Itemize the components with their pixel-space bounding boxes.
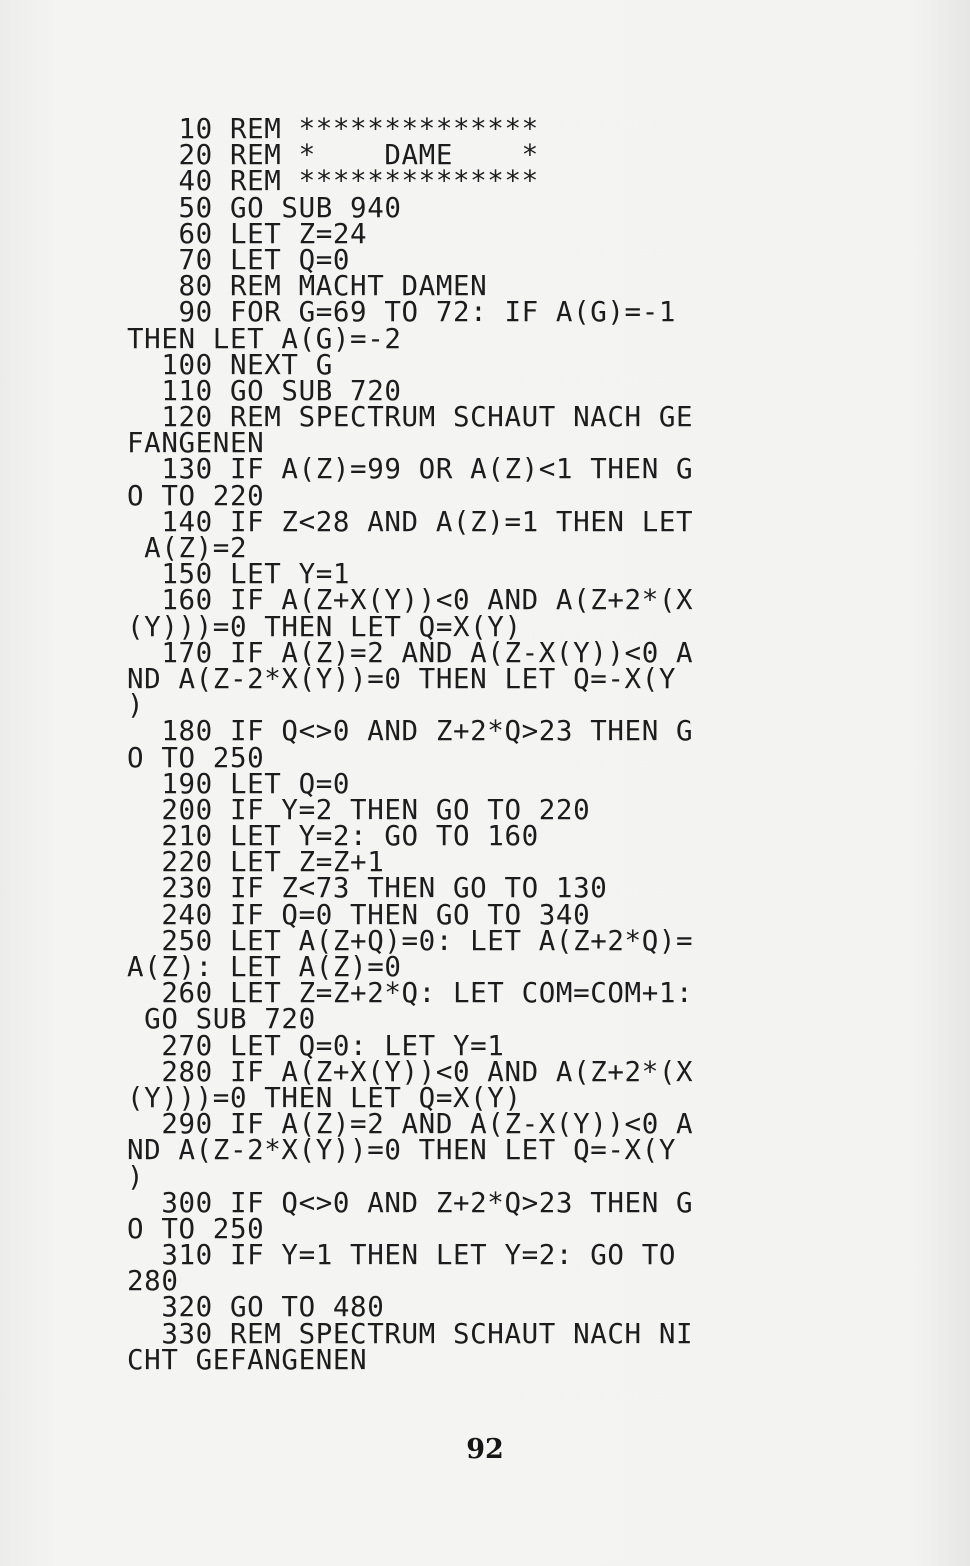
code-line: CHT GEFANGENEN [127, 1343, 368, 1376]
code-line: THEN LET A(G)=-2 [127, 322, 402, 355]
code-line: 110 GO SUB 720 [127, 374, 402, 407]
code-line: 170 IF A(Z)=2 AND A(Z-X(Y))<0 A [127, 636, 694, 669]
code-line: 200 IF Y=2 THEN GO TO 220 [127, 793, 591, 826]
code-line: FANGENEN [127, 427, 265, 460]
code-line: 100 NEXT G [127, 348, 333, 381]
code-line: O TO 250 [127, 741, 265, 774]
code-line: 130 IF A(Z)=99 OR A(Z)<1 THEN G [127, 453, 694, 486]
code-line: 330 REM SPECTRUM SCHAUT NACH NI [127, 1317, 694, 1350]
code-line: 260 LET Z=Z+2*Q: LET COM=COM+1: [127, 977, 694, 1010]
code-line: ) [127, 1160, 145, 1193]
code-line: 160 IF A(Z+X(Y))<0 AND A(Z+2*(X [127, 584, 694, 617]
code-line: 180 IF Q<>0 AND Z+2*Q>23 THEN G [127, 715, 694, 748]
code-line: 210 LET Y=2: GO TO 160 [127, 820, 539, 853]
basic-program-listing [127, 113, 767, 1376]
page-number: 92 [466, 1434, 504, 1465]
code-line: 50 GO SUB 940 [127, 191, 402, 224]
code-line: A(Z)=2 [127, 532, 248, 564]
code-line: (Y)))=0 THEN LET Q=X(Y) [127, 610, 522, 643]
code-line: O TO 220 [127, 479, 265, 512]
code-line: ND A(Z-2*X(Y))=0 THEN LET Q=-X(Y [127, 662, 677, 695]
code-line: 230 IF Z<73 THEN GO TO 130 [127, 872, 608, 905]
code-line: 280 IF A(Z+X(Y))<0 AND A(Z+2*(X [127, 1055, 694, 1088]
code-line: 120 REM SPECTRUM SCHAUT NACH GE [127, 401, 694, 434]
code-line: 150 LET Y=1 [127, 558, 351, 591]
code-line: 220 LET Z=Z+1 [127, 846, 385, 879]
code-line: 250 LET A(Z+Q)=0: LET A(Z+2*Q)= [127, 924, 694, 957]
code-line: 40 REM ************** [127, 165, 539, 198]
code-line: 240 IF Q=0 THEN GO TO 340 [127, 898, 591, 931]
code-line: 290 IF A(Z)=2 AND A(Z-X(Y))<0 A [127, 1108, 694, 1141]
code-line: (Y)))=0 THEN LET Q=X(Y) [127, 1081, 522, 1114]
code-line: 190 LET Q=0 [127, 767, 351, 800]
code-line: 280 [127, 1265, 179, 1298]
code-line: 140 IF Z<28 AND A(Z)=1 THEN LET [127, 505, 694, 538]
code-line: 80 REM MACHT DAMEN [127, 270, 488, 303]
code-line: 20 REM * DAME * [127, 139, 539, 172]
code-line: 310 IF Y=1 THEN LET Y=2: GO TO [127, 1239, 677, 1272]
code-line: ) [127, 689, 145, 722]
code-line: O TO 250 [127, 1212, 265, 1245]
code-line: 270 LET Q=0: LET Y=1 [127, 1029, 505, 1062]
code-line: ND A(Z-2*X(Y))=0 THEN LET Q=-X(Y [127, 1134, 677, 1167]
code-line: 90 FOR G=69 TO 72: IF A(G)=-1 [127, 296, 677, 329]
code-line: 70 LET Q=0 [127, 243, 351, 276]
code-line: 320 GO TO 480 [127, 1291, 385, 1324]
code-line: 300 IF Q<>0 AND Z+2*Q>23 THEN G [127, 1186, 694, 1219]
code-line: A(Z): LET A(Z)=0 [127, 951, 402, 983]
code-line: 10 REM ************** [127, 113, 539, 145]
code-line: 60 LET Z=24 [127, 217, 368, 250]
code-line: GO SUB 720 [127, 1003, 316, 1036]
